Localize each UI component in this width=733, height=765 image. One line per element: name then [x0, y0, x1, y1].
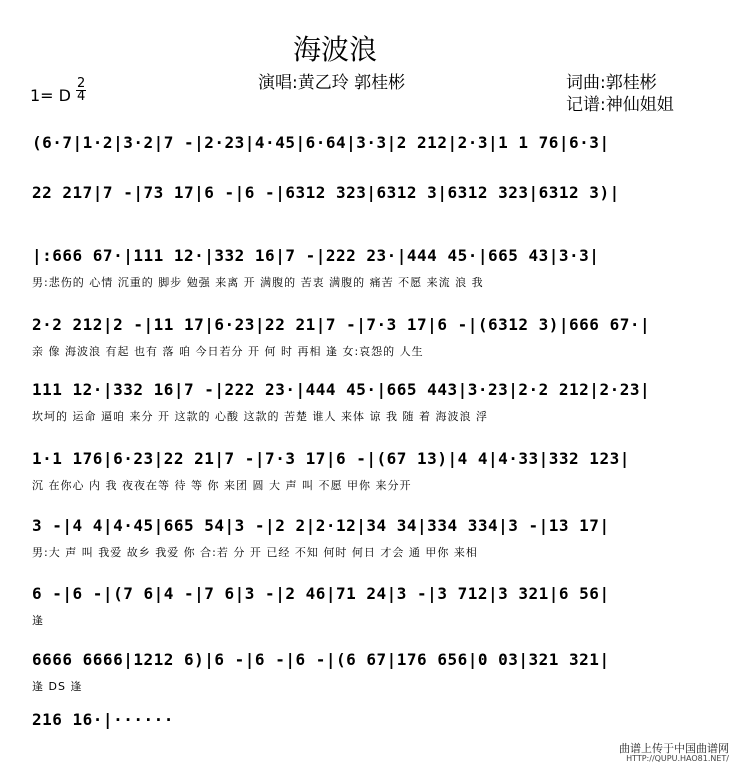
site-watermark: 曲谱上传于中国曲谱网	[619, 742, 729, 755]
score-line-2-notes: 22 217|7 -|73 17|6 -|6 -|6312 323|6312 3|6312 323|6312 3)|	[32, 183, 620, 202]
time-signature	[76, 78, 86, 103]
score-line-6-lyrics: 沉 在你心 内 我 夜夜在等 待 等 你 来团 圆 大 声 叫 不愿 甲你 来分开	[32, 479, 412, 492]
score-line-8-notes: 6 -|6 -|(7 6|4 -|7 6|3 -|2 46|71 24|3 -|3 712|3 321|6 56|	[32, 584, 610, 603]
score-line-5-notes: 111 12·|332 16|7 -|222 23·|444 45·|665 443|3·23|2·2 212|2·23|	[32, 380, 651, 399]
score-line-9-lyrics: 逢 DS 逢	[32, 680, 83, 693]
score-line-7-notes: 3 -|4 4|4·45|665 54|3 -|2 2|2·12|34 34|334 334|3 -|13 17|	[32, 516, 610, 535]
score-line-9-notes: 6666 6666|1212 6)|6 -|6 -|6 -|(6 67|176 656|0 03|321 321|	[32, 650, 610, 669]
site-watermark-url: HTTP://QUPU.HAO81.NET/	[626, 754, 729, 763]
performers-credit: 演唱:黄乙玲 郭桂彬	[258, 73, 406, 93]
key-signature: 1= D	[30, 86, 71, 105]
score-line-1-notes: (6·7|1·2|3·2|7 -|2·23|4·45|6·64|3·3|2 212|2·3|1 1 76|6·3|	[32, 133, 610, 152]
score-line-8-lyrics: 逢	[32, 614, 44, 627]
transcriber-credit: 记谱:神仙姐姐	[566, 95, 674, 115]
score-line-4-lyrics: 亲 像 海波浪 有起 也有 落 咱 今日若分 开 何 时 再相 逢 女:哀怨的 人生	[32, 345, 424, 358]
song-title: 海波浪	[292, 33, 377, 66]
score-line-3-notes: |:666 67·|111 12·|332 16|7 -|222 23·|444 45·|665 43|3·3|	[32, 246, 600, 265]
score-line-6-notes: 1·1 176|6·23|22 21|7 -|7·3 17|6 -|(67 13)|4 4|4·33|332 123|	[32, 449, 630, 468]
time-signature-bottom: 4	[77, 89, 86, 104]
score-line-5-lyrics: 坎坷的 运命 逼咱 来分 开 这款的 心酸 这款的 苦楚 谁人 来体 谅 我 随 着 海波浪 浮	[32, 410, 488, 423]
score-line-3-lyrics: 男:悲伤的 心情 沉重的 脚步 勉强 来离 开 满腹的 苦衷 满腹的 痛苦 不愿 来流 浪 我	[32, 276, 484, 289]
score-line-7-lyrics: 男:大 声 叫 我爱 故乡 我爱 你 合:若 分 开 已经 不知 何时 何日 才会 通 甲你 来相	[32, 546, 478, 559]
composer-credit: 词曲:郭桂彬	[566, 73, 657, 93]
score-line-10-notes: 216 16·|······	[32, 710, 174, 729]
score-line-4-notes: 2·2 212|2 -|11 17|6·23|22 21|7 -|7·3 17|6 -|(6312 3)|666 67·|	[32, 315, 651, 334]
time-signature-top: 2	[77, 76, 86, 91]
